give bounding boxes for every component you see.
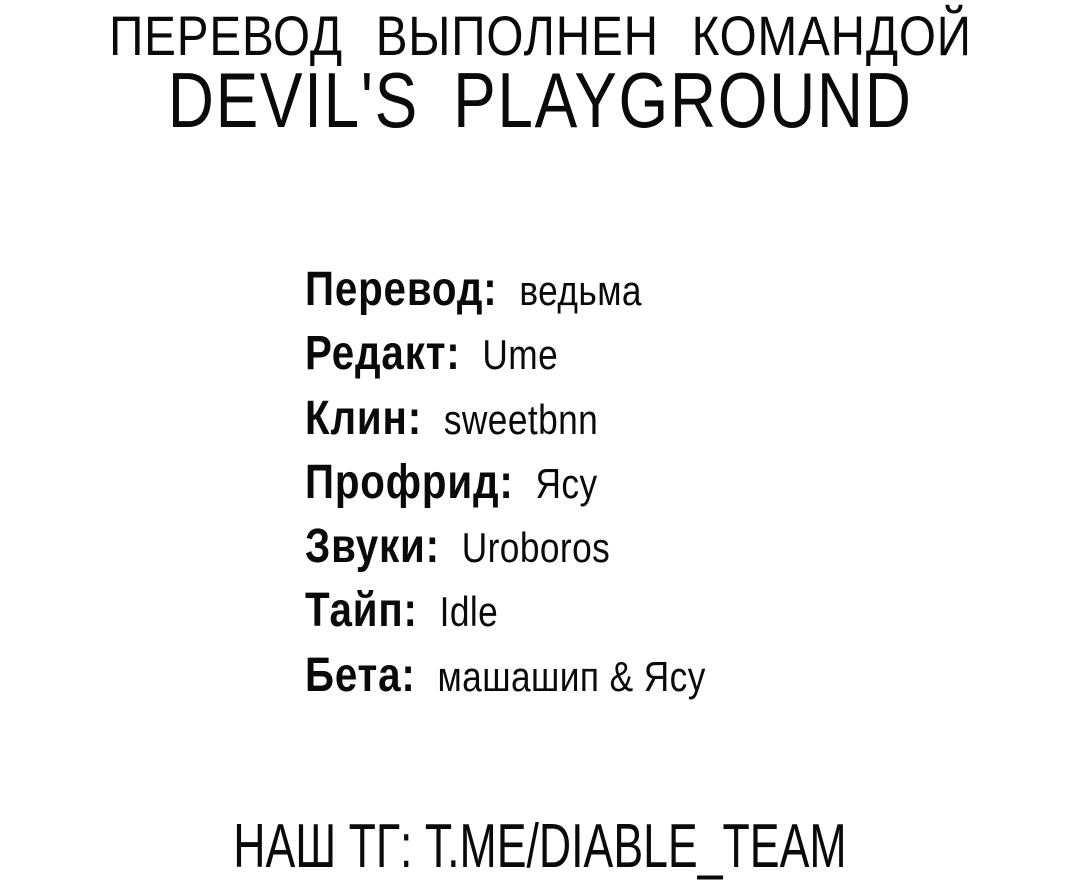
credit-role-label: Перевод: [305,263,498,316]
credit-person-name: Ume [482,331,559,379]
credits-list [305,258,782,708]
credit-role-label: Профрид: [305,455,514,509]
credit-role-label: Клин: [305,391,422,445]
credit-role-label: Редакт: [305,327,461,381]
credit-role-label: Бета: [305,648,416,702]
credit-row-sounds [305,515,706,579]
credit-row-typesetting [305,579,706,643]
telegram-link-text: НАШ ТГ: T.ME/DIABLE_TEAM [233,812,847,881]
credit-person-name: ведьма [519,267,642,314]
credit-row-beta [305,644,706,708]
credit-person-name: Ясу [535,459,598,507]
credit-person-name: машашип & Ясу [437,652,706,700]
credit-person-name: Uroboros [461,524,611,572]
credit-role-label: Тайп: [305,584,418,638]
credit-row-editing [305,322,706,386]
telegram-footer [0,812,1080,882]
credit-row-translation [305,258,706,322]
credit-person-name: sweetbnn [443,395,599,443]
credit-person-name: Idle [439,588,499,636]
credit-row-cleaning [305,387,706,451]
team-name-text: DEVIL'S PLAYGROUND [167,56,913,144]
credit-row-proofreading [305,451,706,515]
team-credit-heading-text: ПЕРЕВОД ВЫПОЛНЕН КОМАНДОЙ [108,4,972,67]
credit-role-label: Звуки: [305,520,440,574]
team-name-heading [0,58,1080,144]
